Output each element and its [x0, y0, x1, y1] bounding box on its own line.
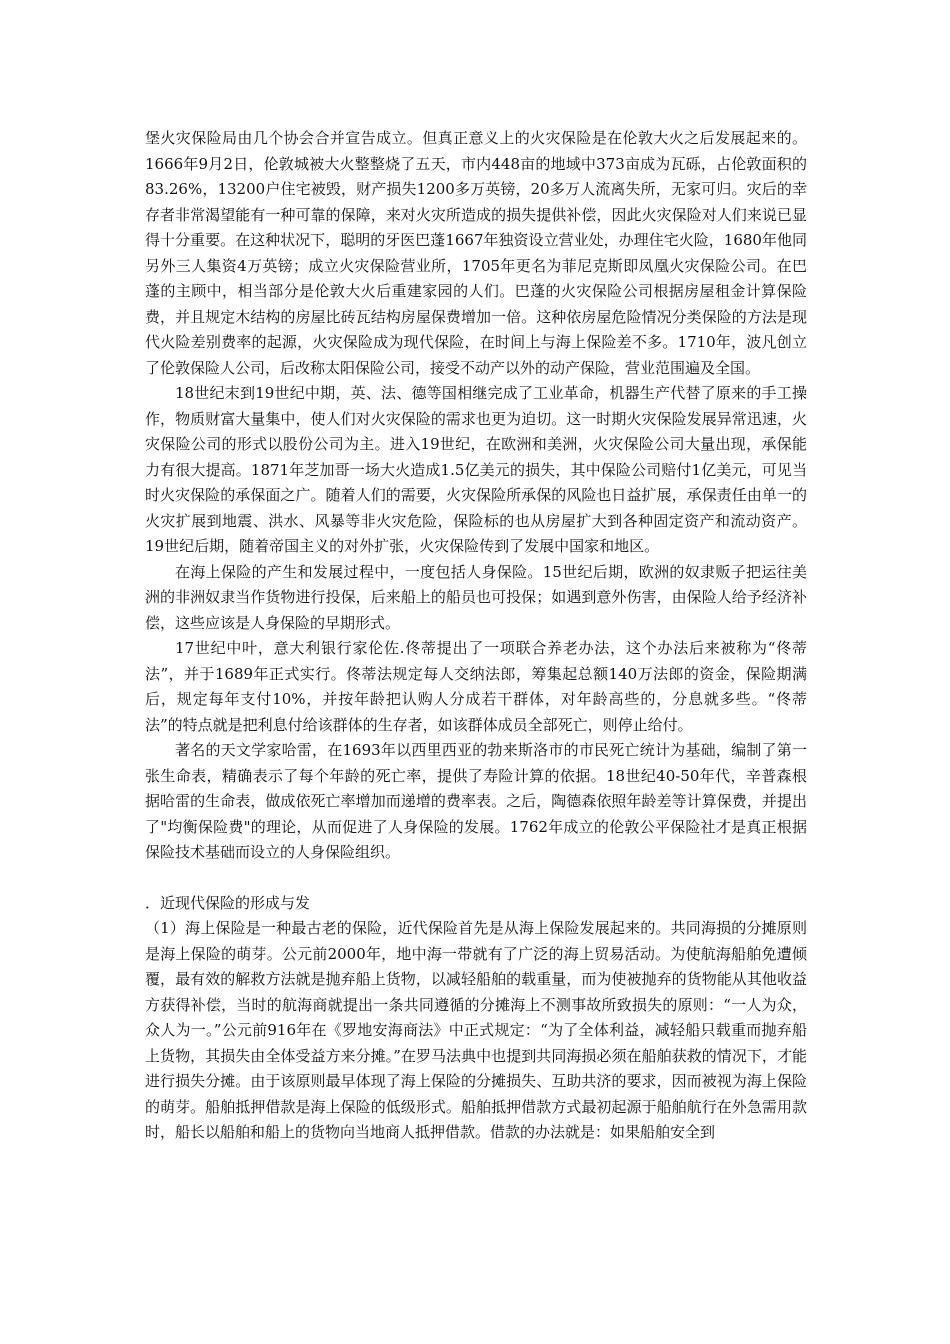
- paragraph-marine-insurance: （1）海上保险是一种最古老的保险，近代保险首先是从海上保险发展起来的。共同海损的分摊原则是海上保险的萌芽。公元前2000年，地中海一带就有了广泛的海上贸易活动。为使航海船舶免遭倾覆，最有效的解救方法就是抛弃船上货物，以减轻船舶的载重量，而为使被抛弃的货物能从其他收益方获得补偿，当时的航海商就提出一条共同遵循的分摊海上不测事故所致损失的原则：“一人为众，众人为一。”公元前916年在《罗地安海商法》中正式规定：“为了全体利益，减轻船只载重而抛弃船上货物，其损失由全体受益方来分摊。”在罗马法典中也提到共同海损必须在船舶获救的情况下，才能进行损失分摊。由于该原则最早体现了海上保险的分摊损失、互助共济的要求，因而被视为海上保险的萌芽。船舶抵押借款是海上保险的低级形式。船舶抵押借款方式最初起源于船舶航行在外急需用款时，船长以船舶和船上的货物向当地商人抵押借款。借款的办法就是：如果船舶安全到: [145, 919, 807, 1141]
- section-heading: ．近现代保险的形成与发: [145, 893, 311, 912]
- paragraph-early-life-insurance: 在海上保险的产生和发展过程中，一度包括人身保险。15世纪后期，欧洲的奴隶贩子把运往美洲的非洲奴隶当作货物进行投保，后来船上的船员也可投保；如遇到意外伤害，由保险人给予经济补偿，这些应该是人身保险的早期形式。: [145, 562, 807, 632]
- paragraph-halley-life-table: 著名的天文学家哈雷，在1693年以西里西亚的勃来斯洛市的市民死亡统计为基础，编制了第一张生命表，精确表示了每个年龄的死亡率，提供了寿险计算的依据。18世纪40-50年代，辛普森根据哈雷的生命表，做成依死亡率增加而递增的费率表。之后，陶德森依照年龄差等计算保费，并提出了"均衡保险费"的理论，从而促进了人身保险的发展。1762年成立的伦敦公平保险社才是真正根据保险技术基础而设立的人身保险组织。: [145, 741, 807, 861]
- document-page: [145, 126, 807, 1146]
- paragraph-tontine: 17世纪中叶，意大利银行家伦佐.佟蒂提出了一项联合养老办法，这个办法后来被称为“佟蒂法”，并于1689年正式实行。佟蒂法规定每人交纳法郎，筹集起总额140万法郎的资金，保险期满后，规定每年支付10%，并按年龄把认购人分成若干群体，对年龄高些的，分息就多些。“佟蒂法”的特点就是把利息付给该群体的生存者，如该群体成员全部死亡，则停止给付。: [145, 639, 807, 734]
- paragraph-fire-insurance-london: 堡火灾保险局由几个协会合并宣告成立。但真正意义上的火灾保险是在伦敦大火之后发展起来的。1666年9月2日，伦敦城被大火整整烧了五天，市内448亩的地域中373亩成为瓦砾，占伦敦面积的83.26%，13200户住宅被毁，财产损失1200多万英镑，20多万人流离失所，无家可归。灾后的幸存者非常渴望能有一种可靠的保障，来对火灾所造成的损失提供补偿，因此火灾保险对人们来说已显得十分重要。在这种状况下，聪明的牙医巴蓬1667年独资设立营业处，办理住宅火险，1680年他同另外三人集资4万英镑；成立火灾保险营业所，1705年更名为菲尼克斯即凤凰火灾保险公司。在巴蓬的主顾中，相当部分是伦敦大火后重建家园的人们。巴蓬的火灾保险公司根据房屋租金计算保险费，并且规定木结构的房屋比砖瓦结构房屋保费增加一倍。这种依房屋危险情况分类保险的方法是现代火险差别费率的起源，火灾保险成为现代保险，在时间上与海上保险差不多。1710年，波凡创立了伦敦保险人公司，后改称太阳保险公司，接受不动产以外的动产保险，营业范围遍及全国。: [145, 129, 807, 377]
- section-spacer: [145, 866, 807, 891]
- paragraph-industrial-revolution: 18世纪末到19世纪中期，英、法、德等国相继完成了工业革命，机器生产代替了原来的手工操作，物质财富大量集中，使人们对火灾保险的需求也更为迫切。这一时期火灾保险发展异常迅速，火灾保险公司的形式以股份公司为主。进入19世纪，在欧洲和美洲，火灾保险公司大量出现，承保能力有很大提高。1871年芝加哥一场大火造成1.5亿美元的损失，其中保险公司赔付1亿美元，可见当时火灾保险的承保面之广。随着人们的需要，火灾保险所承保的风险也日益扩展，承保责任由单一的火灾扩展到地震、洪水、风暴等非火灾危险，保险标的也从房屋扩大到各种固定资产和流动资产。19世纪后期，随着帝国主义的对外扩张，火灾保险传到了发展中国家和地区。: [145, 384, 807, 555]
